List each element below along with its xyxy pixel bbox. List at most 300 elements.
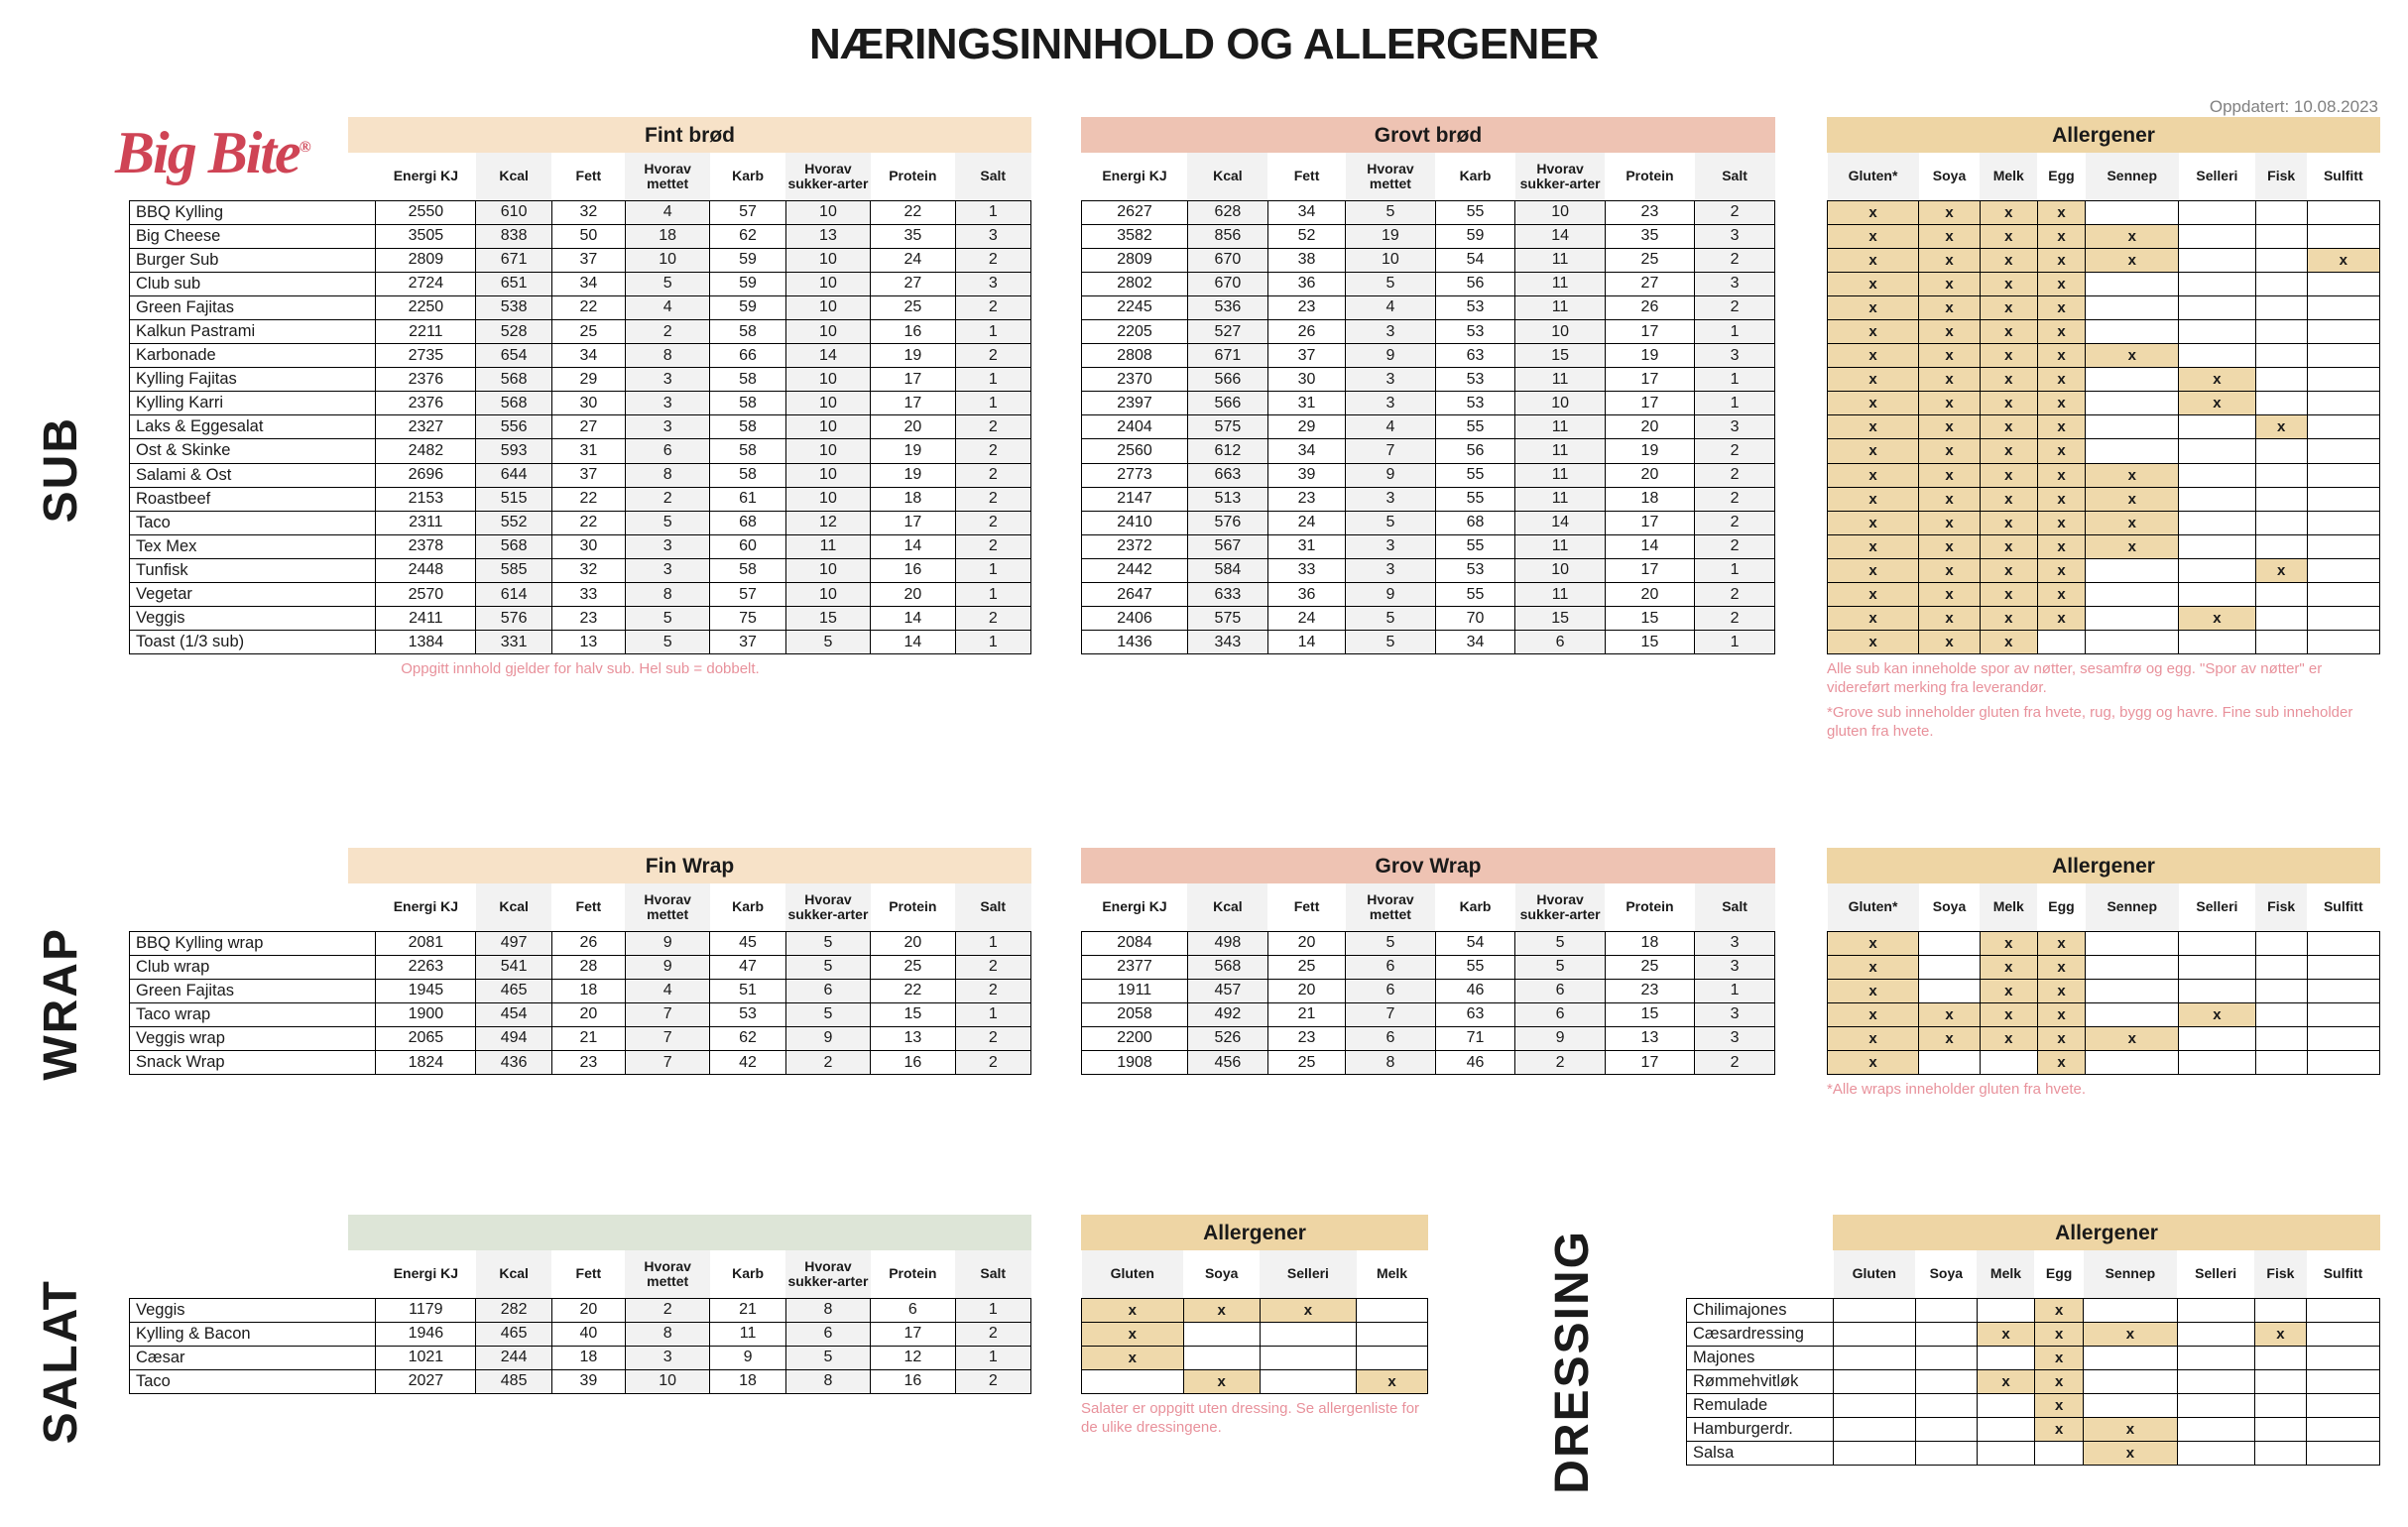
cell-energi-kj: 2735 bbox=[376, 344, 476, 368]
cell-hvorav-mettet: 4 bbox=[625, 979, 709, 1002]
cell-energi-kj: 1384 bbox=[376, 631, 476, 654]
table-row bbox=[1828, 631, 2380, 654]
column-header-kcal: Kcal bbox=[1187, 153, 1267, 200]
table-row bbox=[1828, 200, 2380, 224]
cell-energi-kj: 2211 bbox=[376, 319, 476, 343]
cell-fett: 29 bbox=[551, 368, 625, 392]
allergen-cell-selleri bbox=[1260, 1346, 1356, 1369]
cell-salt: 2 bbox=[955, 463, 1030, 487]
allergen-cell-soya bbox=[1915, 1322, 1977, 1346]
cell-fett: 37 bbox=[551, 463, 625, 487]
allergen-cell-selleri: x bbox=[1260, 1298, 1356, 1322]
cell-fett: 13 bbox=[551, 631, 625, 654]
allergen-cell-sennep bbox=[2086, 319, 2179, 343]
cell-protein: 27 bbox=[1605, 272, 1694, 295]
table-row bbox=[1828, 344, 2380, 368]
allergen-cell-gluten: x bbox=[1082, 1298, 1184, 1322]
table-row bbox=[1082, 224, 1775, 248]
table-row bbox=[1828, 1002, 2380, 1026]
allergen-cell-soya: x bbox=[1919, 439, 1981, 463]
cell-energi-kj: 2245 bbox=[1082, 295, 1188, 319]
cell-salt: 2 bbox=[955, 955, 1030, 979]
allergen-cell-soya: x bbox=[1919, 344, 1981, 368]
table-row bbox=[1828, 1050, 2380, 1074]
allergen-cell-soya: x bbox=[1919, 583, 1981, 607]
cell-protein: 17 bbox=[1605, 1050, 1694, 1074]
cell-energi-kj: 2809 bbox=[1082, 248, 1188, 272]
cell-fett: 23 bbox=[1267, 295, 1345, 319]
cell-protein: 14 bbox=[871, 534, 955, 558]
cell-salt: 2 bbox=[1695, 1050, 1775, 1074]
allergen-cell-gluten bbox=[1834, 1298, 1916, 1322]
cell-kcal: 538 bbox=[476, 295, 551, 319]
column-header-kcal: Kcal bbox=[476, 153, 551, 200]
cell-energi-kj: 2802 bbox=[1082, 272, 1188, 295]
cell-protein: 23 bbox=[1605, 979, 1694, 1002]
column-header-name bbox=[130, 1250, 376, 1298]
allergen-cell-gluten: x bbox=[1082, 1346, 1184, 1369]
allergen-cell-sulfitt bbox=[2307, 1002, 2379, 1026]
allergen-cell-selleri bbox=[2179, 415, 2256, 439]
allergen-cell-sulfitt bbox=[2307, 1369, 2380, 1393]
row-label: Veggis bbox=[130, 1298, 376, 1322]
allergen-cell-gluten: x bbox=[1828, 534, 1919, 558]
column-header-hvorav-mettet: Hvorav mettet bbox=[1346, 883, 1435, 931]
cell-kcal: 541 bbox=[476, 955, 551, 979]
row-label: BBQ Kylling wrap bbox=[130, 931, 376, 955]
allergen-cell-selleri bbox=[2179, 319, 2256, 343]
allergen-cell-melk: x bbox=[1980, 272, 2037, 295]
cell-karb: 55 bbox=[1435, 955, 1515, 979]
table-row bbox=[130, 272, 1031, 295]
allergen-cell-sennep: x bbox=[2086, 463, 2179, 487]
cell-energi-kj: 2250 bbox=[376, 295, 476, 319]
cell-kcal: 552 bbox=[476, 511, 551, 534]
allergen-cell-melk: x bbox=[1357, 1369, 1428, 1393]
section-label-salat: SALAT bbox=[35, 1279, 87, 1445]
cell-salt: 3 bbox=[1695, 1002, 1775, 1026]
cell-salt: 1 bbox=[955, 368, 1030, 392]
allergen-cell-fisk bbox=[2255, 1050, 2307, 1074]
cell-salt: 2 bbox=[1695, 534, 1775, 558]
table-row bbox=[1082, 487, 1775, 511]
allergen-cell-selleri bbox=[1260, 1322, 1356, 1346]
cell-hvorav-mettet: 9 bbox=[625, 931, 709, 955]
cell-fett: 50 bbox=[551, 224, 625, 248]
column-header-protein: Protein bbox=[1625, 898, 1674, 915]
allergen-cell-selleri bbox=[2179, 511, 2256, 534]
cell-energi-kj: 1179 bbox=[376, 1298, 476, 1322]
row-label: Kylling & Bacon bbox=[130, 1322, 376, 1346]
allergen-cell-selleri bbox=[2179, 272, 2256, 295]
table-row bbox=[130, 1026, 1031, 1050]
cell-protein: 19 bbox=[871, 439, 955, 463]
cell-protein: 6 bbox=[871, 1298, 955, 1322]
table-row bbox=[1828, 272, 2380, 295]
allergen-cell-gluten bbox=[1834, 1417, 1916, 1441]
sub-allergen-note-2: *Grove sub inneholder gluten fra hvete, rug, bygg og havre. Fine sub inneholder gluten fra hvete. bbox=[1827, 703, 2353, 740]
allergen-cell-selleri bbox=[2177, 1393, 2254, 1417]
allergen-cell-gluten: x bbox=[1828, 319, 1919, 343]
table-row bbox=[1687, 1393, 2380, 1417]
allergen-cell-melk: x bbox=[1980, 368, 2037, 392]
row-label: Remulade bbox=[1687, 1393, 1834, 1417]
allergen-cell-gluten: x bbox=[1828, 955, 1919, 979]
column-header-hvorav-mettet: Hvorav mettet bbox=[1346, 153, 1435, 200]
allergen-cell-fisk bbox=[2255, 272, 2307, 295]
allergen-cell-egg: x bbox=[2037, 534, 2086, 558]
table-row bbox=[1082, 392, 1775, 415]
cell-hvorav-mettet: 8 bbox=[625, 463, 709, 487]
column-header-selleri: Selleri bbox=[2195, 1265, 2237, 1282]
cell-protein: 16 bbox=[871, 1050, 955, 1074]
table-row bbox=[130, 439, 1031, 463]
allergen-cell-gluten: x bbox=[1828, 1050, 1919, 1074]
table-header-row bbox=[1082, 1250, 1428, 1298]
allergen-cell-melk: x bbox=[1977, 1369, 2034, 1393]
cell-hvorav-mettet: 2 bbox=[625, 1298, 709, 1322]
cell-protein: 17 bbox=[1605, 392, 1694, 415]
table-row bbox=[1082, 1346, 1428, 1369]
allergen-cell-melk bbox=[1980, 1050, 2037, 1074]
cell-energi-kj: 3505 bbox=[376, 224, 476, 248]
allergen-cell-gluten: x bbox=[1828, 392, 1919, 415]
cell-fett: 18 bbox=[551, 979, 625, 1002]
table-row bbox=[1082, 1298, 1428, 1322]
column-header-fisk: Fisk bbox=[2255, 883, 2307, 931]
column-header-fett: Fett bbox=[1293, 898, 1320, 915]
table-row bbox=[1082, 534, 1775, 558]
column-header-karb: Karb bbox=[732, 168, 764, 184]
cell-hvorav-mettet: 9 bbox=[625, 955, 709, 979]
cell-hvorav-sukker-arter: 8 bbox=[785, 1369, 870, 1393]
allergen-cell-fisk bbox=[2255, 511, 2307, 534]
row-label: Rømmehvitløk bbox=[1687, 1369, 1834, 1393]
allergen-cell-fisk bbox=[2254, 1369, 2306, 1393]
cell-salt: 1 bbox=[955, 392, 1030, 415]
allergen-cell-sulfitt bbox=[2307, 439, 2379, 463]
cell-energi-kj: 2696 bbox=[376, 463, 476, 487]
allergen-cell-egg: x bbox=[2037, 463, 2086, 487]
cell-energi-kj: 2809 bbox=[376, 248, 476, 272]
column-header-fisk: Fisk bbox=[2254, 1250, 2306, 1298]
allergen-cell-gluten: x bbox=[1828, 583, 1919, 607]
allergen-cell-sennep: x bbox=[2086, 511, 2179, 534]
row-label: Kalkun Pastrami bbox=[130, 319, 376, 343]
allergen-cell-selleri bbox=[2179, 583, 2256, 607]
allergen-cell-selleri bbox=[1260, 1369, 1356, 1393]
cell-energi-kj: 3582 bbox=[1082, 224, 1188, 248]
cell-kcal: 465 bbox=[476, 1322, 551, 1346]
allergen-cell-soya bbox=[1919, 955, 1981, 979]
column-header-soya: Soya bbox=[1204, 1265, 1239, 1282]
row-label: Ost & Skinke bbox=[130, 439, 376, 463]
allergen-cell-egg: x bbox=[2037, 607, 2086, 631]
cell-hvorav-mettet: 3 bbox=[1346, 558, 1435, 582]
allergen-cell-fisk: x bbox=[2255, 558, 2307, 582]
allergen-cell-sennep: x bbox=[2084, 1417, 2177, 1441]
allergen-cell-sennep bbox=[2084, 1369, 2177, 1393]
wrap-coarse-table-block bbox=[1081, 848, 1775, 1075]
cell-hvorav-sukker-arter: 6 bbox=[1515, 979, 1605, 1002]
cell-hvorav-mettet: 3 bbox=[625, 534, 709, 558]
column-header-fett: Fett bbox=[575, 168, 602, 184]
wrap-allergen-banner: Allergener bbox=[1827, 848, 2380, 883]
cell-protein: 26 bbox=[1605, 295, 1694, 319]
cell-salt: 1 bbox=[955, 319, 1030, 343]
cell-fett: 32 bbox=[551, 200, 625, 224]
allergen-cell-sennep: x bbox=[2086, 224, 2179, 248]
cell-hvorav-sukker-arter: 10 bbox=[785, 415, 870, 439]
allergen-cell-gluten: x bbox=[1828, 439, 1919, 463]
cell-hvorav-mettet: 3 bbox=[625, 415, 709, 439]
cell-energi-kj: 2263 bbox=[376, 955, 476, 979]
cell-hvorav-mettet: 2 bbox=[625, 319, 709, 343]
wrap-allergen-table bbox=[1827, 883, 2380, 1075]
cell-salt: 3 bbox=[1695, 931, 1775, 955]
cell-fett: 30 bbox=[1267, 368, 1345, 392]
column-header-egg: Egg bbox=[2048, 898, 2075, 915]
cell-hvorav-sukker-arter: 10 bbox=[785, 200, 870, 224]
cell-protein: 25 bbox=[1605, 955, 1694, 979]
column-header-melk: Melk bbox=[1376, 1265, 1408, 1282]
allergen-cell-sulfitt bbox=[2307, 583, 2379, 607]
cell-salt: 3 bbox=[1695, 224, 1775, 248]
cell-karb: 61 bbox=[710, 487, 785, 511]
cell-hvorav-mettet: 10 bbox=[625, 248, 709, 272]
cell-salt: 2 bbox=[1695, 583, 1775, 607]
allergen-cell-selleri bbox=[2179, 931, 2256, 955]
cell-fett: 33 bbox=[551, 583, 625, 607]
cell-hvorav-sukker-arter: 15 bbox=[1515, 344, 1605, 368]
cell-energi-kj: 2081 bbox=[376, 931, 476, 955]
cell-kcal: 663 bbox=[1187, 463, 1267, 487]
allergen-cell-sennep bbox=[2086, 979, 2179, 1002]
allergen-cell-soya: x bbox=[1919, 368, 1981, 392]
column-header-hvorav-mettet: Hvorav mettet bbox=[625, 1250, 709, 1298]
cell-hvorav-sukker-arter: 8 bbox=[785, 1298, 870, 1322]
row-label: Green Fajitas bbox=[130, 295, 376, 319]
cell-karb: 58 bbox=[710, 558, 785, 582]
allergen-cell-soya bbox=[1919, 931, 1981, 955]
cell-hvorav-sukker-arter: 10 bbox=[785, 368, 870, 392]
cell-protein: 12 bbox=[871, 1346, 955, 1369]
cell-kcal: 568 bbox=[1187, 955, 1267, 979]
cell-fett: 34 bbox=[551, 344, 625, 368]
allergen-cell-sennep bbox=[2086, 955, 2179, 979]
cell-kcal: 566 bbox=[1187, 392, 1267, 415]
allergen-cell-sennep: x bbox=[2084, 1322, 2177, 1346]
allergen-cell-melk: x bbox=[1980, 931, 2037, 955]
cell-protein: 25 bbox=[871, 295, 955, 319]
table-row bbox=[1082, 319, 1775, 343]
cell-hvorav-sukker-arter: 9 bbox=[785, 1026, 870, 1050]
allergen-cell-sulfitt bbox=[2307, 487, 2379, 511]
cell-kcal: 497 bbox=[476, 931, 551, 955]
cell-energi-kj: 1021 bbox=[376, 1346, 476, 1369]
cell-karb: 59 bbox=[1435, 224, 1515, 248]
cell-hvorav-mettet: 3 bbox=[1346, 368, 1435, 392]
allergen-cell-fisk bbox=[2255, 200, 2307, 224]
cell-karb: 53 bbox=[1435, 368, 1515, 392]
allergen-cell-sennep bbox=[2086, 1002, 2179, 1026]
cell-fett: 37 bbox=[1267, 344, 1345, 368]
cell-energi-kj: 2147 bbox=[1082, 487, 1188, 511]
cell-karb: 9 bbox=[710, 1346, 785, 1369]
cell-fett: 23 bbox=[551, 607, 625, 631]
cell-karb: 53 bbox=[1435, 295, 1515, 319]
allergen-cell-egg: x bbox=[2034, 1393, 2083, 1417]
cell-energi-kj: 2448 bbox=[376, 558, 476, 582]
updated-date: Oppdatert: 10.08.2023 bbox=[2209, 97, 2378, 116]
column-header-hvorav-sukker-arter: Hvorav sukker-arter bbox=[1515, 153, 1605, 200]
allergen-cell-fisk bbox=[2255, 583, 2307, 607]
cell-fett: 39 bbox=[551, 1369, 625, 1393]
table-row bbox=[1828, 295, 2380, 319]
cell-energi-kj: 2058 bbox=[1082, 1002, 1188, 1026]
cell-fett: 21 bbox=[551, 1026, 625, 1050]
allergen-cell-gluten bbox=[1082, 1369, 1184, 1393]
cell-protein: 25 bbox=[871, 955, 955, 979]
cell-hvorav-mettet: 9 bbox=[1346, 583, 1435, 607]
table-row bbox=[1082, 439, 1775, 463]
column-header-fett: Fett bbox=[575, 1265, 602, 1282]
sub-fine-bread-table bbox=[129, 153, 1031, 654]
logo-text: Big Bite bbox=[115, 120, 300, 185]
allergen-cell-melk bbox=[1977, 1417, 2034, 1441]
cell-protein: 18 bbox=[871, 487, 955, 511]
table-row bbox=[130, 511, 1031, 534]
allergen-cell-gluten: x bbox=[1828, 224, 1919, 248]
table-row bbox=[1082, 1322, 1428, 1346]
cell-hvorav-sukker-arter: 11 bbox=[1515, 415, 1605, 439]
cell-protein: 15 bbox=[1605, 1002, 1694, 1026]
column-header-protein: Protein bbox=[889, 898, 937, 915]
cell-kcal: 633 bbox=[1187, 583, 1267, 607]
allergen-cell-sennep bbox=[2086, 272, 2179, 295]
column-header-gluten: Gluten bbox=[1834, 1250, 1916, 1298]
table-row bbox=[1082, 1369, 1428, 1393]
cell-protein: 35 bbox=[871, 224, 955, 248]
cell-karb: 70 bbox=[1435, 607, 1515, 631]
cell-energi-kj: 2411 bbox=[376, 607, 476, 631]
table-row bbox=[1082, 368, 1775, 392]
cell-protein: 14 bbox=[871, 607, 955, 631]
allergen-cell-soya: x bbox=[1919, 607, 1981, 631]
allergen-cell-gluten: x bbox=[1828, 295, 1919, 319]
cell-kcal: 485 bbox=[476, 1369, 551, 1393]
cell-karb: 21 bbox=[710, 1298, 785, 1322]
cell-energi-kj: 2377 bbox=[1082, 955, 1188, 979]
salat-table bbox=[129, 1250, 1031, 1394]
allergen-cell-sennep bbox=[2086, 558, 2179, 582]
column-header-name bbox=[130, 153, 376, 200]
allergen-cell-melk: x bbox=[1980, 487, 2037, 511]
cell-kcal: 527 bbox=[1187, 319, 1267, 343]
table-row bbox=[1828, 607, 2380, 631]
allergen-cell-egg: x bbox=[2037, 344, 2086, 368]
cell-fett: 29 bbox=[1267, 415, 1345, 439]
allergen-cell-fisk: x bbox=[2254, 1322, 2306, 1346]
cell-kcal: 528 bbox=[476, 319, 551, 343]
cell-hvorav-mettet: 8 bbox=[625, 1322, 709, 1346]
allergen-cell-sulfitt bbox=[2307, 463, 2379, 487]
column-header-selleri: Selleri bbox=[2196, 898, 2238, 915]
cell-karb: 53 bbox=[1435, 558, 1515, 582]
cell-salt: 1 bbox=[1695, 368, 1775, 392]
cell-karb: 47 bbox=[710, 955, 785, 979]
allergen-cell-selleri bbox=[2177, 1417, 2254, 1441]
table-row bbox=[1828, 979, 2380, 1002]
cell-salt: 2 bbox=[955, 439, 1030, 463]
column-header-soya: Soya bbox=[1929, 1265, 1964, 1282]
table-row bbox=[1082, 511, 1775, 534]
allergen-cell-sulfitt bbox=[2307, 1026, 2379, 1050]
cell-fett: 31 bbox=[551, 439, 625, 463]
cell-salt: 1 bbox=[955, 931, 1030, 955]
cell-hvorav-mettet: 10 bbox=[625, 1369, 709, 1393]
allergen-cell-sulfitt bbox=[2307, 1442, 2380, 1466]
cell-hvorav-mettet: 3 bbox=[625, 558, 709, 582]
cell-fett: 40 bbox=[551, 1322, 625, 1346]
column-header-fett: Fett bbox=[575, 898, 602, 915]
cell-energi-kj: 2442 bbox=[1082, 558, 1188, 582]
wrap-coarse-banner: Grov Wrap bbox=[1081, 848, 1775, 883]
allergen-cell-sennep: x bbox=[2086, 487, 2179, 511]
allergen-cell-gluten: x bbox=[1828, 931, 1919, 955]
cell-karb: 58 bbox=[710, 463, 785, 487]
cell-salt: 2 bbox=[1695, 295, 1775, 319]
table-row bbox=[130, 248, 1031, 272]
table-row bbox=[1687, 1369, 2380, 1393]
cell-karb: 57 bbox=[710, 583, 785, 607]
allergen-cell-soya: x bbox=[1919, 248, 1981, 272]
cell-kcal: 671 bbox=[476, 248, 551, 272]
cell-hvorav-sukker-arter: 5 bbox=[785, 931, 870, 955]
cell-karb: 62 bbox=[710, 1026, 785, 1050]
section-label-wrap: WRAP bbox=[35, 927, 87, 1081]
allergen-cell-melk: x bbox=[1980, 583, 2037, 607]
column-header-soya: Soya bbox=[1932, 168, 1967, 184]
cell-karb: 60 bbox=[710, 534, 785, 558]
cell-karb: 55 bbox=[1435, 463, 1515, 487]
column-header-karb: Karb bbox=[732, 1265, 764, 1282]
allergen-cell-fisk bbox=[2255, 931, 2307, 955]
table-row bbox=[1828, 558, 2380, 582]
row-label: Taco bbox=[130, 511, 376, 534]
allergen-cell-fisk bbox=[2255, 392, 2307, 415]
allergen-cell-soya bbox=[1915, 1442, 1977, 1466]
salat-banner bbox=[348, 1215, 1031, 1250]
cell-salt: 3 bbox=[1695, 272, 1775, 295]
salat-table-block bbox=[129, 1215, 1031, 1394]
table-row bbox=[130, 1002, 1031, 1026]
cell-protein: 14 bbox=[871, 631, 955, 654]
allergen-cell-sulfitt bbox=[2307, 224, 2379, 248]
table-row bbox=[1828, 248, 2380, 272]
sub-coarse-bread-table bbox=[1081, 153, 1775, 654]
cell-protein: 20 bbox=[1605, 463, 1694, 487]
cell-hvorav-sukker-arter: 5 bbox=[1515, 955, 1605, 979]
cell-karb: 71 bbox=[1435, 1026, 1515, 1050]
table-row bbox=[1082, 607, 1775, 631]
table-row bbox=[1828, 487, 2380, 511]
row-label: Karbonade bbox=[130, 344, 376, 368]
allergen-cell-melk: x bbox=[1980, 979, 2037, 1002]
allergen-cell-fisk bbox=[2254, 1442, 2306, 1466]
cell-energi-kj: 2084 bbox=[1082, 931, 1188, 955]
cell-karb: 59 bbox=[710, 295, 785, 319]
